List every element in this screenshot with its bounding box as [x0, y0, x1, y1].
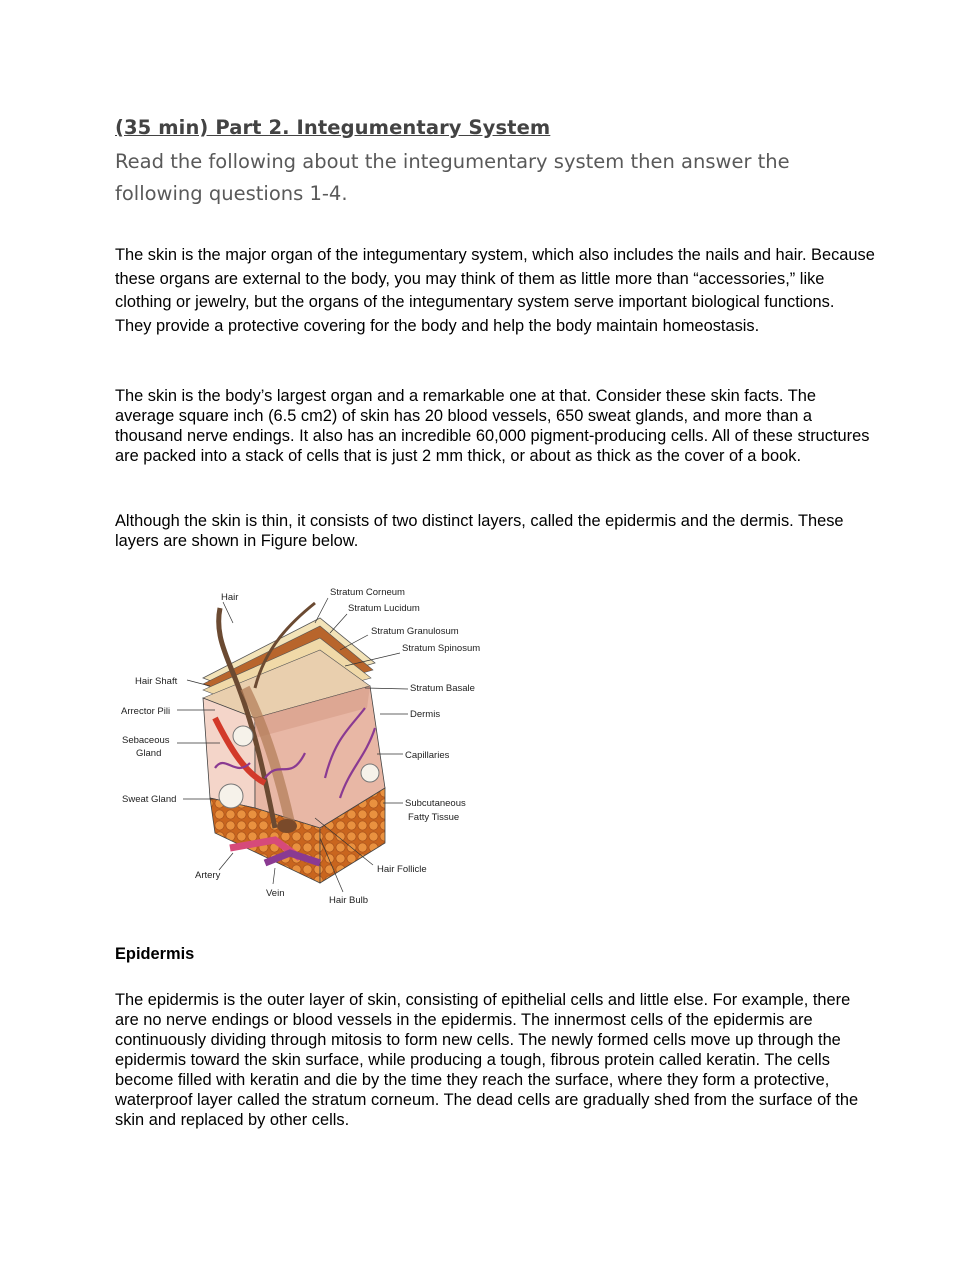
label-hair: Hair — [221, 592, 239, 603]
label-sebaceous-2: Gland — [136, 748, 162, 759]
label-arrector-pili: Arrector Pili — [121, 706, 171, 717]
label-sebaceous-1: Sebaceous — [122, 735, 170, 746]
label-subcutaneous-2: Fatty Tissue — [408, 812, 460, 823]
instructions: Read the following about the integumentary system then answer the following questions 1-4. — [115, 150, 790, 205]
paragraph-epidermis: The epidermis is the outer layer of skin, consisting of epithelial cells and little else. For example, there are no nerve endings or blood vessels in the epidermis. The innermost cells of the epidermis are continuously dividing through mitosis to form new cells. The newly formed cells move up through the epidermis toward the skin surface, while producing a tough, fibrous protein called keratin. The cells become filled with keratin and die by the time they reach the surface, where they form a protective, waterproof layer called the stratum corneum. The dead cells are gradually shed from the surface of the skin and replaced by other cells. — [115, 991, 859, 1129]
label-stratum-spinosum: Stratum Spinosum — [402, 643, 481, 654]
label-dermis: Dermis — [410, 709, 441, 720]
label-stratum-granulosum: Stratum Granulosum — [371, 626, 459, 637]
label-stratum-corneum: Stratum Corneum — [330, 587, 405, 598]
label-stratum-lucidum: Stratum Lucidum — [348, 603, 420, 614]
paragraph-intro: The skin is the major organ of the integumentary system, which also includes the nails and hair. Because these organs are external to the body, you may think of them as little more than “accessories,” like clothing or jewelry, but the organs of the integumentary system serve important biological functions. They provide a protective covering for the body and help the body maintain homeostasis. — [115, 246, 875, 335]
label-hair-shaft: Hair Shaft — [135, 676, 178, 687]
skin-diagram — [115, 578, 495, 913]
hair-bulb-shape — [277, 819, 297, 833]
label-hair-bulb: Hair Bulb — [329, 895, 369, 906]
label-artery: Artery — [195, 870, 221, 881]
label-capillaries: Capillaries — [405, 750, 450, 761]
paragraph-layers: Although the skin is thin, it consists of two distinct layers, called the epidermis and the dermis. These layers are shown in Figure below. — [115, 512, 844, 550]
label-vein: Vein — [266, 888, 285, 899]
label-sweat-gland: Sweat Gland — [122, 794, 177, 805]
epidermis-heading: Epidermis — [115, 945, 195, 963]
label-subcutaneous-1: Subcutaneous — [405, 798, 466, 809]
paragraph-skin-facts: The skin is the body’s largest organ and a remarkable one at that. Consider these skin facts. The average square inch (6.5 cm2) of skin has 20 blood vessels, 650 sweat glands, and more than a thousand nerve endings. It also has an incredible 60,000 pigment-producing cells. All of these structures are packed into a stack of cells that is just 2 mm thick, or about as thick as the cover of a book. — [115, 387, 870, 465]
label-stratum-basale: Stratum Basale — [410, 683, 475, 694]
label-hair-follicle: Hair Follicle — [377, 864, 427, 875]
sebaceous-gland-shape — [233, 726, 253, 746]
sweat-gland-shape — [219, 784, 243, 808]
section-heading: (35 min) Part 2. Integumentary System — [115, 116, 551, 139]
